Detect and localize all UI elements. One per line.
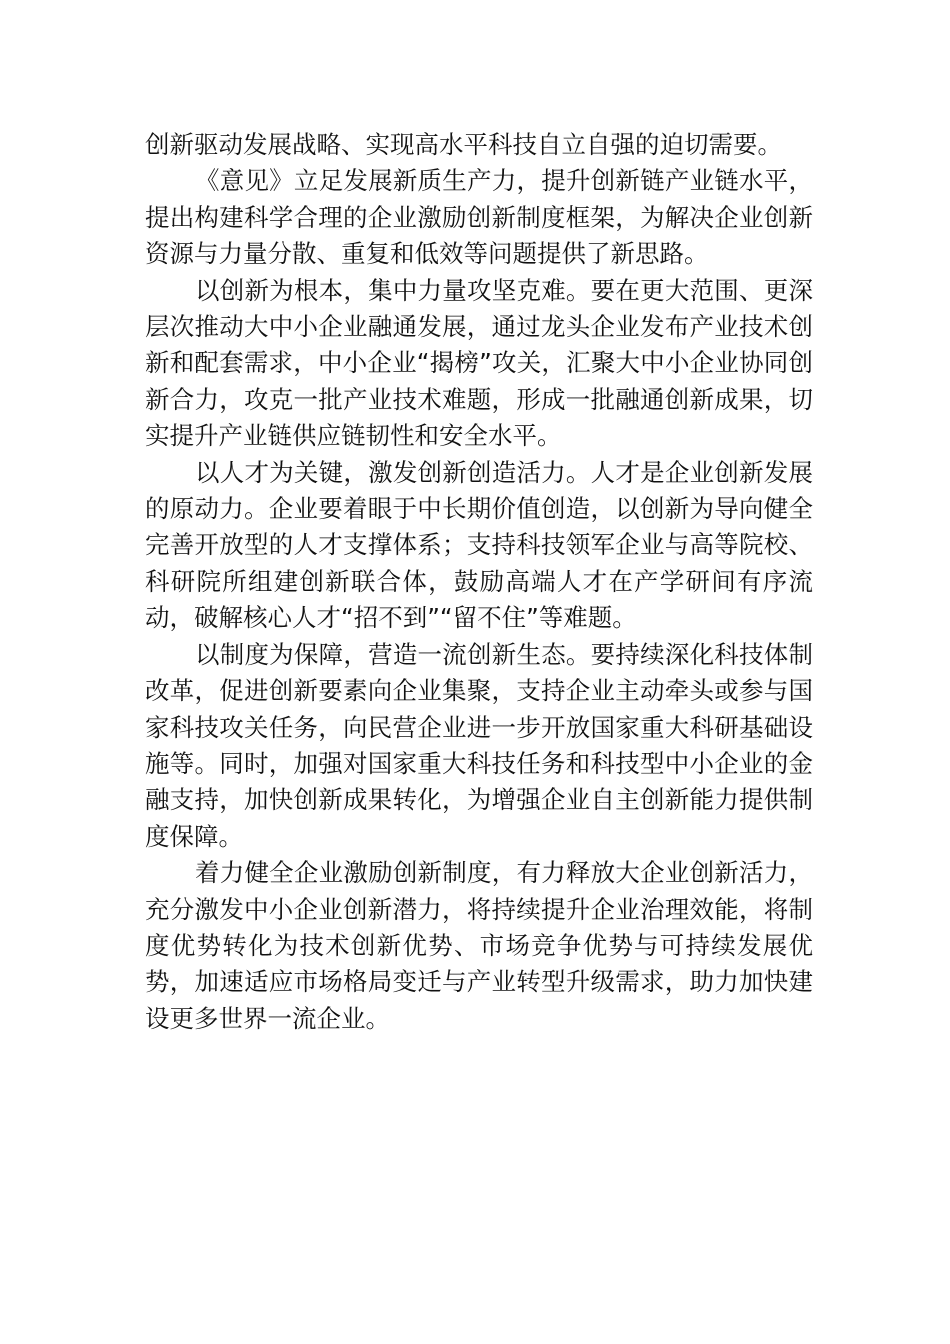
paragraph-opinion-overview: 《意见》立足发展新质生产力，提升创新链产业链水平，提出构建科学合理的企业激励创新制度框架，为解决企业创新资源与力量分散、重复和低效等问题提供了新思路。 (145, 166, 813, 269)
paragraph-system-guarantee: 以制度为保障，营造一流创新生态。要持续深化科技体制改革，促进创新要素向企业集聚，支持企业主动牵头或参与国家科技攻关任务，向民营企业进一步开放国家重大科研基础设施等。同时，加强对国家重大科技任务和科技型中小企业的金融支持，加快创新成果转化，为增强企业自主创新能力提供制度保障。 (145, 639, 813, 851)
document-body (145, 127, 813, 1037)
paragraph-innovation-foundation: 以创新为根本，集中力量攻坚克难。要在更大范围、更深层次推动大中小企业融通发展，通过龙头企业发布产业技术创新和配套需求，中小企业“揭榜”攻关，汇聚大中小企业协同创新合力，攻克一批产业技术难题，形成一批融通创新成果，切实提升产业链供应链韧性和安全水平。 (145, 275, 813, 451)
paragraph-continuation: 创新驱动发展战略、实现高水平科技自立自强的迫切需要。 (145, 130, 782, 159)
paragraph-conclusion: 着力健全企业激励创新制度，有力释放大企业创新活力，充分激发中小企业创新潜力，将持续提升企业治理效能，将制度优势转化为技术创新优势、市场竞争优势与可持续发展优势，加速适应市场格局变迁与产业转型升级需求，助力加快建设更多世界一流企业。 (145, 858, 813, 1033)
paragraph-talent-key: 以人才为关键，激发创新创造活力。人才是企业创新发展的原动力。企业要着眼于中长期价值创造，以创新为导向健全完善开放型的人才支撑体系；支持科技领军企业与高等院校、科研院所组建创新联合体，鼓励高端人才在产学研间有序流动，破解核心人才“招不到”“留不住”等难题。 (145, 457, 813, 633)
